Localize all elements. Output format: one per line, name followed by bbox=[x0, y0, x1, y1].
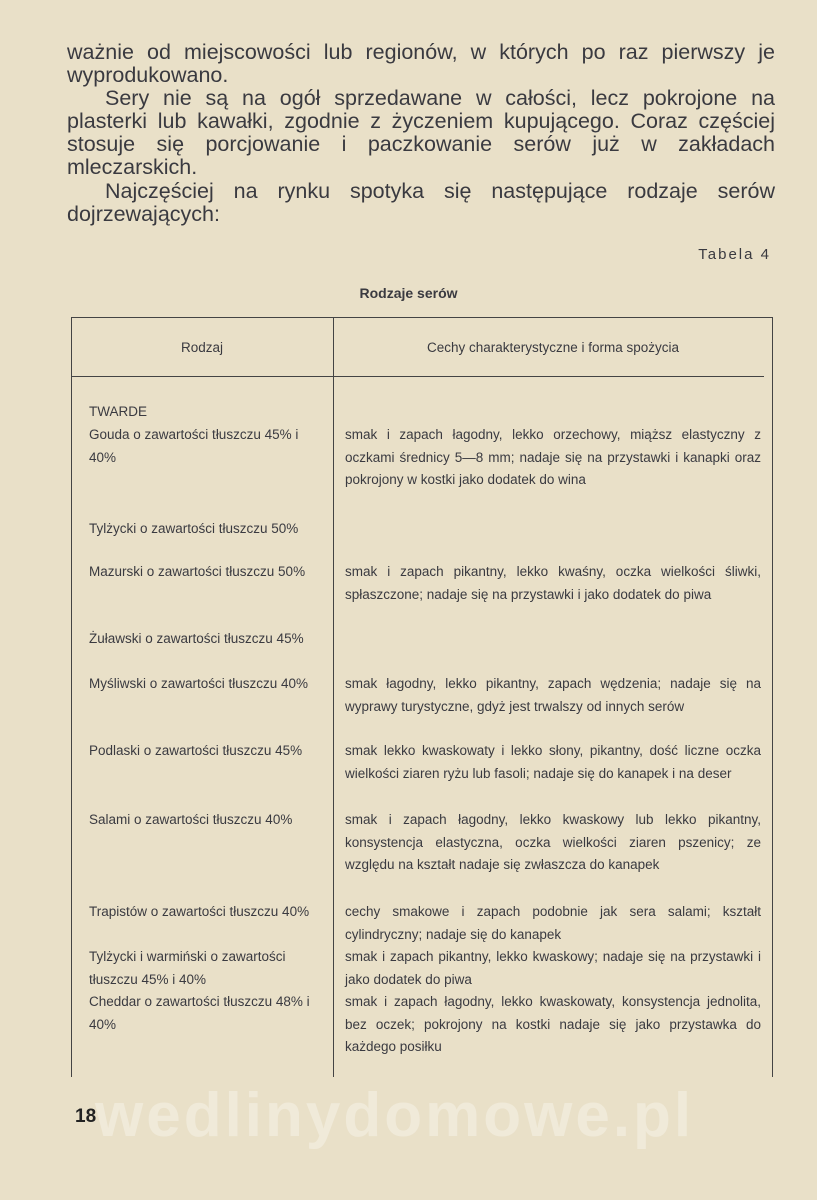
table-cell-rodzaj: Trapistów o zawartości tłuszczu 40% bbox=[89, 904, 310, 919]
table-left-border bbox=[71, 317, 72, 1077]
table-header-cechy: Cechy charakterystyczne i forma spożycia bbox=[426, 340, 680, 355]
table-cell-cechy: smak łagodny, lekko pikantny, zapach wędzenia; nadaje się na wyprawy turystyczne, gdyż jest trwalszy od innych serów bbox=[345, 676, 761, 714]
table-right-border bbox=[772, 317, 773, 1077]
table-cell-cechy: smak lekko kwaskowaty i lekko słony, pikantny, dość liczne oczka wielkości ziaren ryżu lub fasoli; nadaje się do kanapek i na deser bbox=[345, 743, 761, 781]
table-cell-rodzaj: Tylżycki i warmiński o zawartości tłuszczu 45% i 40% bbox=[89, 949, 286, 987]
table-cell-rodzaj: Żuławski o zawartości tłuszczu 45% bbox=[89, 631, 304, 646]
table-column-divider bbox=[333, 317, 334, 1077]
table-cell-rodzaj: Tylżycki o zawartości tłuszczu 50% bbox=[89, 521, 299, 536]
table-caption: Tabela 4 bbox=[698, 246, 771, 263]
table-header-rule bbox=[71, 376, 764, 377]
page-number: 18 bbox=[75, 1106, 97, 1127]
table-cell-cechy: smak i zapach pikantny, lekko kwaskowy; nadaje się na przystawki i jako dodatek do piwa bbox=[345, 949, 761, 987]
table-category: TWARDE bbox=[89, 404, 147, 419]
paragraph-3: Najczęściej na rynku spotyka się następujące rodzaje serów dojrzewających: bbox=[67, 179, 775, 226]
table-cell-rodzaj: Myśliwski o zawartości tłuszczu 40% bbox=[89, 676, 309, 691]
table-cell-rodzaj: Gouda o zawartości tłuszczu 45% i 40% bbox=[89, 427, 299, 465]
table-cell-cechy: smak i zapach łagodny, lekko kwaskowy lub lekko pikantny, konsystencja elastyczna, oczka wielkości ziaren pszenicy; ze względu na kształt nadaje się zwłaszcza do kanapek bbox=[345, 812, 761, 873]
paragraph-1: ważnie od miejscowości lub regionów, w których po raz pierwszy je wyprodukowano. bbox=[67, 40, 775, 87]
table-cell-cechy: smak i zapach łagodny, lekko orzechowy, miąższ elastyczny z oczkami średnicy 5—8 mm; nadaje się na przystawki i kanapki oraz pokrojony w kostki jako dodatek do wina bbox=[345, 427, 761, 488]
table-title: Rodzaje serów bbox=[359, 285, 458, 301]
table-cell-rodzaj: Cheddar o zawartości tłuszczu 48% i 40% bbox=[89, 994, 310, 1032]
table-cell-cechy: smak i zapach łagodny, lekko kwaskowaty, konsystencja jednolita, bez oczek; pokrojony na kostki nadaje się jako przystawka do każdego posiłku bbox=[345, 994, 761, 1055]
table-cell-rodzaj: Salami o zawartości tłuszczu 40% bbox=[89, 812, 293, 827]
paragraph-2: Sery nie są na ogół sprzedawane w całości, lecz pokrojone na plasterki lub kawałki, zgodnie z życzeniem kupującego. Coraz częściej stosuje się porcjowanie i paczkowanie serów już w zakładach mleczarskich. bbox=[67, 86, 775, 179]
table-cell-rodzaj: Mazurski o zawartości tłuszczu 50% bbox=[89, 564, 306, 579]
table-cell-cechy: cechy smakowe i zapach podobnie jak sera salami; kształt cylindryczny; nadaje się do kanapek bbox=[345, 904, 761, 942]
watermark: wedlinydomowe.pl bbox=[95, 1081, 695, 1150]
table-cell-rodzaj: Podlaski o zawartości tłuszczu 45% bbox=[89, 743, 303, 758]
table-header-rodzaj: Rodzaj bbox=[180, 340, 224, 355]
table-cell-cechy: smak i zapach pikantny, lekko kwaśny, oczka wielkości śliwki, spłaszczone; nadaje się na przystawki i jako dodatek do piwa bbox=[345, 564, 761, 602]
